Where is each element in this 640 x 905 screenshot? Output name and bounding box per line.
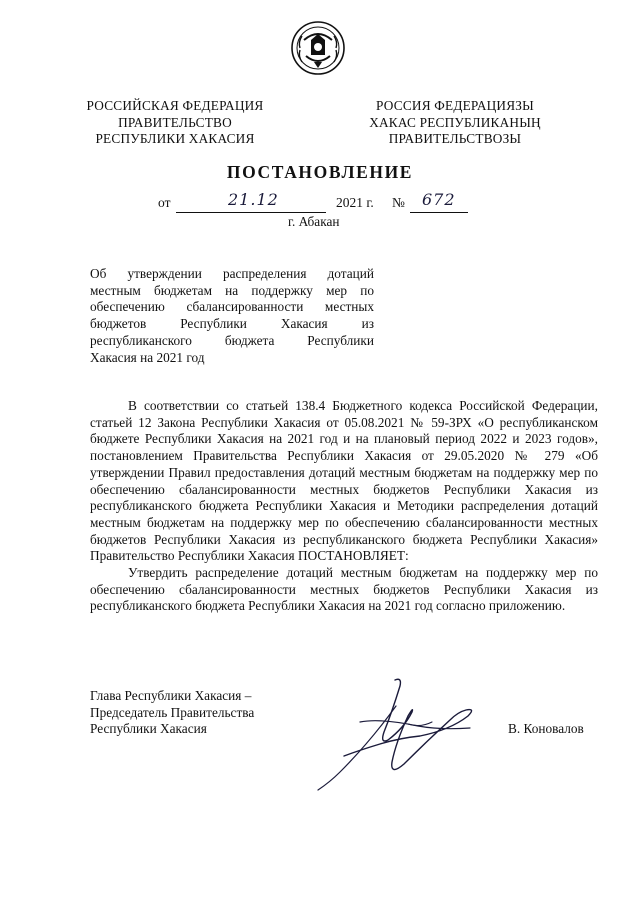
handwritten-date: 21.12: [228, 190, 279, 209]
body-paragraph-1: В соответствии со статьей 138.4 Бюджетного кодекса Российской Федерации, статьей 12 Закона Республики Хакасия от 05.08.2021 № 59-ЗРХ «О республиканском бюджете Республики Хакасия на 2021 год и на плановый период 2022 и 2023 годов», постановлением Правительства Республики Хакасия от 29.05.2020 № 279 «Об утверждении Правил предоставления дотаций местным бюджетам на поддержку мер по обеспечению сбалансированности местных бюджетов Республики Хакасия из республиканского бюджета Республики Хакасия и Методики распределения дотаций местным бюджетам на поддержку мер по обеспечению сбалансированности местных бюджетов Республики Хакасия из республиканского бюджета Республики Хакасия» Правительство Республики Хакасия ПОСТАНОВЛЯЕТ:: [90, 398, 598, 564]
header-left-line-1: РОССИЙСКАЯ ФЕДЕРАЦИЯ: [86, 98, 264, 113]
position-line: Республики Хакасия: [90, 721, 207, 737]
header-right-line-1: РОССИЯ ФЕДЕРАЦИЯЗЫ: [376, 98, 534, 113]
position-line: Глава Республики Хакасия –: [90, 688, 252, 703]
subject-line: обеспечению сбалансированности местных: [90, 299, 374, 315]
header-left-line-3: РЕСПУБЛИКИ ХАКАСИЯ: [95, 131, 255, 146]
subject-line: Об утверждении распределения дотаций: [90, 266, 374, 281]
subject-line: Хакасия на 2021 год: [90, 349, 205, 365]
header-right-line-2: ХАКАС РЕСПУБЛИКАНЫҢ: [369, 114, 541, 130]
position-line: Председатель Правительства: [90, 704, 255, 720]
document-subject: [90, 266, 374, 366]
document-title: ПОСТАНОВЛЕНИЕ: [226, 162, 414, 182]
date-year: 2021 г.: [336, 195, 374, 210]
subject-line: местным бюджетам на поддержку мер по: [90, 282, 374, 298]
handwritten-signature: [300, 672, 500, 802]
signature-position: [90, 688, 254, 738]
signer-name: В. Коновалов: [508, 721, 584, 736]
subject-line: бюджетов Республики Хакасия из: [90, 316, 374, 332]
coat-of-arms-emblem: [290, 20, 346, 76]
document-body: [90, 398, 598, 615]
date-prefix: от: [158, 195, 171, 210]
city-label: г. Абакан: [288, 214, 340, 229]
header-right-line-3: ПРАВИТЕЛЬСТВОЗЫ: [388, 131, 522, 146]
header-left-line-2: ПРАВИТЕЛЬСТВО: [118, 114, 232, 130]
body-paragraph-2: Утвердить распределение дотаций местным бюджетам на поддержку мер по обеспечению сбалансированности местных бюджетов Республики Хакасия из республиканского бюджета Республики Хакасия на 2021 год согласно приложению.: [90, 565, 598, 614]
handwritten-number: 672: [422, 190, 456, 209]
header-left: [80, 98, 270, 148]
subject-line: республиканского бюджета Республики: [90, 332, 374, 348]
header-right: [360, 98, 550, 148]
number-sign: №: [392, 195, 405, 210]
